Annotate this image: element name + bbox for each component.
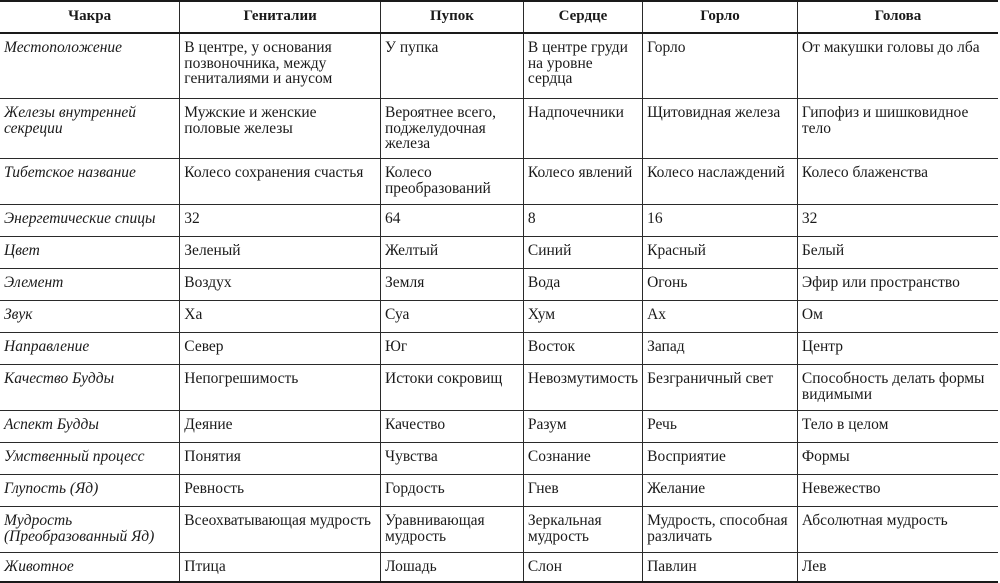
table-cell: Мудрость, способная различать — [643, 507, 798, 553]
table-cell: Колесо преобразований — [381, 159, 524, 205]
table-row — [0, 553, 998, 583]
table-cell: Непогрешимость — [180, 365, 381, 411]
table-cell: Запад — [643, 333, 798, 365]
table-cell: Лошадь — [381, 553, 524, 583]
table-cell: Щитовидная железа — [643, 99, 798, 159]
row-label: Местоположение — [0, 33, 180, 99]
table-cell: Способность делать формы видимыми — [797, 365, 998, 411]
table-cell: 16 — [643, 205, 798, 237]
table-cell: Ом — [797, 301, 998, 333]
row-label: Умственный процесс — [0, 443, 180, 475]
table-row — [0, 365, 998, 411]
table-cell: У пупка — [381, 33, 524, 99]
table-row — [0, 475, 998, 507]
header-genitals: Гениталии — [180, 1, 381, 33]
table-cell: Эфир или пространство — [797, 269, 998, 301]
table-cell: Вероятнее всего, поджелудочная железа — [381, 99, 524, 159]
table-row — [0, 269, 998, 301]
table-cell: Восприятие — [643, 443, 798, 475]
header-chakra: Чакра — [0, 1, 180, 33]
table-cell: Хум — [523, 301, 642, 333]
table-cell: Гордость — [381, 475, 524, 507]
table-cell: Павлин — [643, 553, 798, 583]
header-navel: Пупок — [381, 1, 524, 33]
table-cell: Гнев — [523, 475, 642, 507]
table-cell: Земля — [381, 269, 524, 301]
table-cell: Разум — [523, 411, 642, 443]
table-cell: Уравнивающая мудрость — [381, 507, 524, 553]
table-cell: Колесо явлений — [523, 159, 642, 205]
table-row — [0, 333, 998, 365]
table-cell: 32 — [180, 205, 381, 237]
table-cell: Суа — [381, 301, 524, 333]
table-cell: Огонь — [643, 269, 798, 301]
table-cell: Юг — [381, 333, 524, 365]
table-cell: Красный — [643, 237, 798, 269]
table-cell: Белый — [797, 237, 998, 269]
table-cell: От макушки головы до лба — [797, 33, 998, 99]
table-cell: Центр — [797, 333, 998, 365]
table-cell: Слон — [523, 553, 642, 583]
table-cell: Речь — [643, 411, 798, 443]
table-cell: 8 — [523, 205, 642, 237]
row-label: Элемент — [0, 269, 180, 301]
header-head: Голова — [797, 1, 998, 33]
row-label: Глупость (Яд) — [0, 475, 180, 507]
table-cell: Колесо сохранения счастья — [180, 159, 381, 205]
row-label: Тибетское название — [0, 159, 180, 205]
table-row — [0, 33, 998, 99]
table-cell: Желтый — [381, 237, 524, 269]
header-heart: Сердце — [523, 1, 642, 33]
table-cell: Истоки сокровищ — [381, 365, 524, 411]
table-row — [0, 205, 998, 237]
table-cell: Абсолютная мудрость — [797, 507, 998, 553]
table-cell: Мужские и женские половые железы — [180, 99, 381, 159]
table-cell: Всеохватывающая мудрость — [180, 507, 381, 553]
table-cell: Сознание — [523, 443, 642, 475]
table-row — [0, 411, 998, 443]
table-row — [0, 99, 998, 159]
table-cell: Птица — [180, 553, 381, 583]
table-cell: Невежество — [797, 475, 998, 507]
table-row — [0, 507, 998, 553]
row-label: Железы внутренней секреции — [0, 99, 180, 159]
table-cell: Горло — [643, 33, 798, 99]
table-cell: Колесо наслаждений — [643, 159, 798, 205]
table-cell: 64 — [381, 205, 524, 237]
table-cell: В центре, у основания позвоночника, между гениталиями и анусом — [180, 33, 381, 99]
table-cell: Гипофиз и шишковидное тело — [797, 99, 998, 159]
table-cell: Надпочечники — [523, 99, 642, 159]
table-cell: Синий — [523, 237, 642, 269]
table-row — [0, 237, 998, 269]
row-label: Цвет — [0, 237, 180, 269]
row-label: Направление — [0, 333, 180, 365]
table-cell: Формы — [797, 443, 998, 475]
row-label: Качество Будды — [0, 365, 180, 411]
row-label: Звук — [0, 301, 180, 333]
table-cell: Ха — [180, 301, 381, 333]
table-cell: Север — [180, 333, 381, 365]
table-cell: Восток — [523, 333, 642, 365]
table-cell: Вода — [523, 269, 642, 301]
table-cell: Невозмутимость — [523, 365, 642, 411]
row-label: Аспект Будды — [0, 411, 180, 443]
table-cell: Желание — [643, 475, 798, 507]
table-cell: Деяние — [180, 411, 381, 443]
table-cell: Ах — [643, 301, 798, 333]
table-cell: Воздух — [180, 269, 381, 301]
table-cell: В центре груди на уровне сердца — [523, 33, 642, 99]
table-cell: Колесо блаженства — [797, 159, 998, 205]
header-row — [0, 1, 998, 33]
row-label: Животное — [0, 553, 180, 583]
table-row — [0, 443, 998, 475]
table-cell: Понятия — [180, 443, 381, 475]
table-cell: Лев — [797, 553, 998, 583]
table-cell: Безграничный свет — [643, 365, 798, 411]
table-cell: Тело в целом — [797, 411, 998, 443]
table-cell: Зеленый — [180, 237, 381, 269]
header-throat: Горло — [643, 1, 798, 33]
table-cell: Качество — [381, 411, 524, 443]
table-cell: Ревность — [180, 475, 381, 507]
table-row — [0, 301, 998, 333]
table-cell: 32 — [797, 205, 998, 237]
row-label: Мудрость (Преобразованный Яд) — [0, 507, 180, 553]
table-cell: Чувства — [381, 443, 524, 475]
table-row — [0, 159, 998, 205]
table-cell: Зеркальная мудрость — [523, 507, 642, 553]
row-label: Энергетические спицы — [0, 205, 180, 237]
